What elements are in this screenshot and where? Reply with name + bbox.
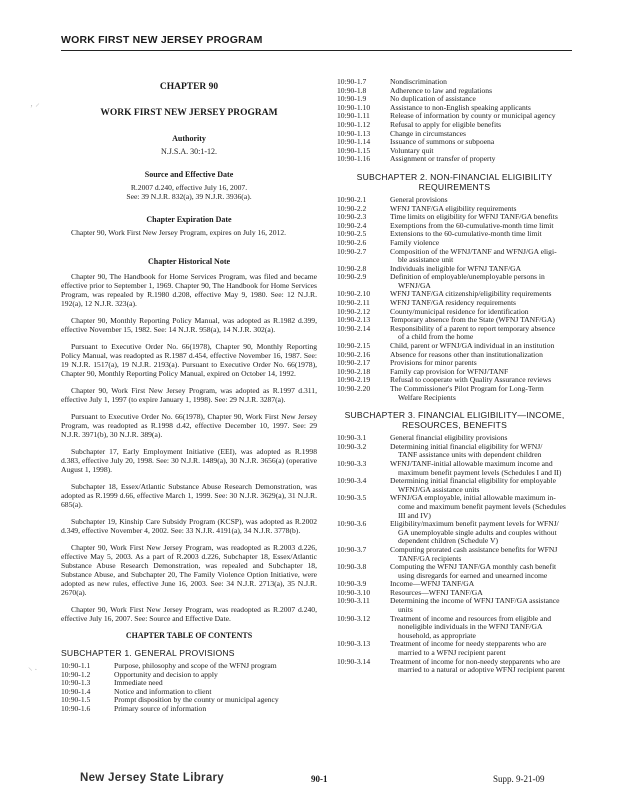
- section-number: 10:90-3.5: [337, 493, 367, 503]
- section-number: 10:90-1.10: [337, 102, 371, 112]
- section-title-continuation: married to a WFNJ recipient parent: [398, 648, 506, 658]
- expiration-text: Chapter 90, Work First New Jersey Program, expires on July 16, 2012.: [71, 228, 287, 237]
- library-watermark: New Jersey State Library: [80, 772, 224, 784]
- section-number: 10:90-3.4: [337, 476, 367, 486]
- section-title-continuation: married to a natural or adoptive WFNJ recipient parent: [398, 665, 565, 675]
- section-number: 10:90-1.2: [61, 669, 91, 679]
- section-title-line: WFNJ TANF/GA residency requirements: [390, 298, 517, 308]
- section-number: 10:90-3.13: [337, 639, 371, 649]
- section-number: 10:90-3.3: [337, 458, 367, 468]
- section-title-line: Nondiscrimination: [390, 77, 447, 86]
- section-title-line: Assistance to non-English speaking applicants: [390, 102, 531, 112]
- section-title: [390, 563, 572, 580]
- history-paragraph: Chapter 90, Work First New Jersey Program, was adopted as R.1997 d.311, effective July 1, 1997 (to expire January 1, 1998). See: 29 N.J.R. 3287(a).: [61, 386, 317, 404]
- section-number: 10:90-1.15: [337, 145, 371, 155]
- section-title: [390, 615, 572, 641]
- section-title-continuation: come and maximum benefit payment levels (Schedules III and IV): [398, 501, 566, 520]
- section-title-line: County/municipal residence for identification: [390, 306, 529, 316]
- section-number: 10:90-2.5: [337, 229, 367, 239]
- history-paragraph: Subchapter 18, Essex/Atlantic Substance Abuse Research Demonstration, was adopted as R.1999 d.66, effective March 1, 1999. See: 30 N.J.R. 3629(a), 31 N.J.R. 685(a).: [61, 482, 317, 509]
- toc-entry: [337, 443, 572, 460]
- history-notes: [61, 272, 317, 623]
- section-title: Prompt disposition by the county or municipal agency: [114, 695, 279, 705]
- supplement-date: Supp. 9-21-09: [493, 774, 545, 784]
- chapter-number: CHAPTER 90: [159, 82, 219, 92]
- section-number: 10:90-1.4: [61, 686, 91, 696]
- section-number: 10:90-1.7: [337, 77, 367, 86]
- toc-entry: [337, 385, 572, 402]
- toc-entry: [337, 155, 572, 164]
- section-title-line: WFNJ TANF/GA eligibility requirements: [390, 203, 517, 213]
- section-title-line: Individuals ineligible for WFNJ TANF/GA: [390, 263, 522, 273]
- history-paragraph: Chapter 90, The Handbook for Home Services Program, was filed and became effective prior to September 1, 1969. Chapter 90, The Handbook for Home Services Program, was repealed by R.1980 d.208, effective May 9, 1980. See: 12 N.J.R. 192(a), 12 N.J.R. 323(a).: [61, 272, 317, 308]
- section-title-continuation: Welfare Recipients: [398, 392, 456, 402]
- section-number: 10:90-1.14: [337, 137, 371, 147]
- running-header: WORK FIRST NEW JERSEY PROGRAM: [61, 34, 263, 46]
- section-title-line: WFNJ/GA employable, initial allowable maximum in-: [390, 493, 556, 503]
- toc-entry: [337, 325, 572, 342]
- history-paragraph: Chapter 90, Work First New Jersey Program, was readopted as R.2003 d.226, effective May 5, 2003. As a part of R.2003 d.226, Subchapter 18, Essex/Atlantic Substance Abuse Research Demonstration, was repealed and Subchapter 18, Substance Abuse, and Subchapter 20, The Family Violence Option Initiative, were adopted as new rules, effective June 16, 2003. See: 34 N.J.R. 2713(a), 35 N.J.R. 2670(a).: [61, 543, 317, 597]
- section-title: [390, 546, 572, 563]
- section-title-line: Treatment of income for non-needy stepparents who are: [390, 656, 561, 666]
- section-title-line: Exemptions from the 60-cumulative-month time limit: [390, 220, 554, 230]
- source-line-1: R.2007 d.240, effective July 16, 2007.: [130, 183, 248, 192]
- section-title-line: Absence for reasons other than institutionalization: [390, 349, 543, 359]
- section-title-line: No duplication of assistance: [390, 94, 476, 104]
- section-title-line: Computing prorated cash assistance benefits for WFNJ: [390, 544, 558, 554]
- subchapter-2-list: [337, 196, 572, 402]
- section-title-line: WFNJ TANF/GA citizenship/eligibility requirements: [390, 289, 552, 299]
- section-title-line: Resources—WFNJ TANF/GA: [390, 587, 483, 597]
- section-title: [390, 155, 572, 164]
- section-title-line: Temporary absence from the State (WFNJ TANF/GA): [390, 315, 555, 325]
- section-number: 10:90-2.8: [337, 263, 367, 273]
- section-title-continuation: WFNJ/GA assistance units: [398, 484, 480, 494]
- section-title-line: Family cap provision for WFNJ/TANF: [390, 366, 509, 376]
- toc-entry: [337, 138, 572, 147]
- section-number: 10:90-1.1: [61, 661, 91, 670]
- section-number: 10:90-1.8: [337, 85, 367, 95]
- section-title-line: General provisions: [390, 194, 448, 204]
- history-paragraph: Pursuant to Executive Order No. 66(1978), Chapter 90, Monthly Reporting Policy Manual, was readopted as R.1987 d.454, effective November 16, 1987. See: 19 N.J.R. 1517(a), 19 N.J.R. 2193(a). Pursuant to Executive Order No. 66(1978), Chapter 90, Monthly Reporting Policy Manual, expired on October 14, 1992.: [61, 342, 317, 378]
- margin-mark: ⸜ .: [28, 662, 38, 672]
- section-title: [390, 443, 572, 460]
- header-rule: [61, 50, 572, 51]
- section-title-line: Refusal to cooperate with Quality Assurance reviews: [390, 375, 552, 385]
- section-title-line: Determining initial financial eligibility for employable: [390, 476, 556, 486]
- subchapter-2-heading: SUBCHAPTER 2. NON-FINANCIAL ELIGIBILITY: [356, 171, 553, 182]
- toc-entry: [61, 671, 317, 680]
- section-number: 10:90-3.14: [337, 656, 371, 666]
- section-title-line: Voluntary quit: [390, 145, 434, 155]
- section-title-line: Family violence: [390, 237, 440, 247]
- section-title-continuation: GA unemployable single adults and couples without dependent children (Schedule V): [398, 527, 557, 546]
- page-number: 90-1: [311, 774, 328, 784]
- toc-entry: [337, 477, 572, 494]
- history-paragraph: Subchapter 19, Kinship Care Subsidy Program (KCSP), was adopted as R.2002 d.349, effective November 4, 2002. See: 33 N.J.R. 4191(a), 34 N.J.R. 3778(b).: [61, 517, 317, 535]
- subchapter-3-list: [337, 434, 572, 675]
- section-number: 10:90-2.6: [337, 237, 367, 247]
- section-title-continuation: TANF/GA recipients: [398, 553, 462, 563]
- section-number: 10:90-2.3: [337, 212, 367, 222]
- section-title: [390, 658, 572, 675]
- section-title-line: Determining initial financial eligibility for WFNJ/: [390, 441, 543, 451]
- section-number: 10:90-2.9: [337, 272, 367, 282]
- section-title-line: General financial eligibility provisions: [390, 433, 508, 443]
- section-title-continuation: using disregards for earned and unearned income: [398, 570, 548, 580]
- section-number: 10:90-2.16: [337, 349, 371, 359]
- section-number: 10:90-1.3: [61, 678, 91, 688]
- section-title-continuation: units: [398, 605, 413, 615]
- section-number: 10:90-2.7: [337, 246, 367, 256]
- section-title-line: Change in circumstances: [390, 128, 466, 138]
- toc-entry: [337, 494, 572, 520]
- section-title-continuation: maximum benefit payment levels (Schedules I and II): [398, 467, 562, 477]
- history-heading: Chapter Historical Note: [147, 257, 231, 266]
- subchapter-1-list: [61, 662, 317, 714]
- right-column: [337, 78, 572, 675]
- section-number: 10:90-1.5: [61, 695, 91, 705]
- section-number: 10:90-3.10: [337, 587, 371, 597]
- subchapter-1-heading: SUBCHAPTER 1. GENERAL PROVISIONS: [61, 648, 235, 658]
- history-paragraph: Chapter 90, Work First New Jersey Program, was readopted as R.2007 d.240, effective July 16, 2007. See: Source and Effective Date.: [61, 605, 317, 623]
- section-title: [390, 385, 572, 402]
- section-title: [390, 273, 572, 290]
- section-title: [390, 597, 572, 614]
- section-number: 10:90-2.13: [337, 315, 371, 325]
- section-number: 10:90-3.9: [337, 579, 367, 589]
- section-title: [390, 520, 572, 546]
- section-number: 10:90-3.12: [337, 613, 371, 623]
- toc-entry: [337, 640, 572, 657]
- section-number: 10:90-2.11: [337, 298, 370, 308]
- section-title-line: WFNJ/TANF-initial allowable maximum income and: [390, 458, 553, 468]
- section-title: Primary source of information: [114, 703, 207, 713]
- section-title: [390, 325, 572, 342]
- toc-entry: [337, 546, 572, 563]
- section-title-line: Responsibility of a parent to report temporary absence: [390, 323, 556, 333]
- section-number: 10:90-1.11: [337, 111, 370, 121]
- margin-mark: ‚ ⸝: [30, 98, 40, 108]
- section-title-line: Adherence to law and regulations: [390, 85, 493, 95]
- toc-entry: [337, 563, 572, 580]
- section-number: 10:90-3.2: [337, 441, 367, 451]
- section-number: 10:90-1.16: [337, 154, 371, 164]
- section-title-continuation: TANF assistance units with dependent children: [398, 450, 542, 460]
- toc-entry: [337, 230, 572, 239]
- subchapter-3-heading-cont: RESOURCES, BENEFITS: [401, 420, 508, 431]
- section-number: 10:90-2.15: [337, 341, 371, 351]
- history-paragraph: Pursuant to Executive Order No. 66(1978), Chapter 90, Work First New Jersey Program, was readopted as R.1998 d.42, effective December 10, 1997. See: 29 N.J.R. 3971(b), 30 N.J.R. 389(a).: [61, 412, 317, 439]
- subchapter-2-heading-cont: REQUIREMENTS: [418, 181, 491, 192]
- section-title-line: Refusal to apply for eligible benefits: [390, 119, 502, 129]
- source-heading: Source and Effective Date: [144, 170, 234, 179]
- chapter-name: WORK FIRST NEW JERSEY PROGRAM: [100, 108, 278, 118]
- section-title: Purpose, philosophy and scope of the WFNJ program: [114, 661, 277, 670]
- section-title: Immediate need: [114, 678, 163, 688]
- section-number: 10:90-2.2: [337, 203, 367, 213]
- section-number: 10:90-3.1: [337, 433, 367, 443]
- toc-entry: [337, 658, 572, 675]
- section-number: 10:90-1.13: [337, 128, 371, 138]
- section-title: [390, 477, 572, 494]
- section-number: 10:90-1.6: [61, 703, 91, 713]
- section-title-line: Definition of employable/unemployable persons in: [390, 272, 545, 282]
- section-title-line: The Commissioner's Pilot Program for Long-Term: [390, 384, 544, 393]
- toc-heading: CHAPTER TABLE OF CONTENTS: [125, 631, 253, 640]
- authority-text: N.J.S.A. 30:1-12.: [160, 147, 217, 156]
- toc-entry: [337, 520, 572, 546]
- section-title-line: Income—WFNJ TANF/GA: [390, 579, 475, 589]
- section-title: [390, 494, 572, 520]
- authority-heading: Authority: [172, 134, 206, 143]
- section-title-line: Composition of the WFNJ/TANF and WFNJ/GA eligi-: [390, 246, 557, 256]
- section-title-line: Child, parent or WFNJ/GA individual in an institution: [390, 341, 555, 351]
- section-number: 10:90-2.17: [337, 358, 371, 368]
- expiration-heading: Chapter Expiration Date: [146, 215, 232, 224]
- section-number: 10:90-1.12: [337, 119, 371, 129]
- toc-entry: [61, 705, 317, 714]
- section-title: [390, 248, 572, 265]
- section-title-line: Provisions for minor parents: [390, 358, 477, 368]
- toc-entry: [337, 273, 572, 290]
- section-title-continuation: noneligible individuals in the WFNJ TANF/GA household, as appropriate: [398, 622, 543, 640]
- section-title-line: Assignment or transfer of property: [390, 154, 496, 164]
- section-title-continuation: WFNJ/GA: [398, 280, 431, 290]
- subchapter-3-heading: SUBCHAPTER 3. FINANCIAL ELIGIBILITY—INCOME,: [344, 410, 565, 421]
- section-title-line: Time limits on eligibility for WFNJ TANF/GA benefits: [390, 212, 558, 222]
- subchapter-1-list-continued: [337, 78, 572, 164]
- section-title-line: Issuance of summons or subpoena: [390, 137, 495, 147]
- section-title: Opportunity and decision to apply: [114, 669, 218, 679]
- section-title-line: Treatment of income and resources from eligible and: [390, 613, 552, 623]
- section-number: 10:90-2.18: [337, 366, 371, 376]
- section-title-continuation: ble assistance unit: [398, 255, 454, 265]
- history-paragraph: Subchapter 17, Early Employment Initiative (EEI), was adopted as R.1998 d.383, effective July 20, 1998. See: 30 N.J.R. 1489(a), 30 N.J.R. 3656(a) (operative August 1, 1998).: [61, 447, 317, 474]
- section-number: 10:90-2.12: [337, 306, 371, 316]
- section-title-line: Release of information by county or municipal agency: [390, 111, 556, 121]
- section-title: Notice and information to client: [114, 686, 212, 696]
- section-number: 10:90-2.19: [337, 375, 371, 385]
- section-title-line: Determining the income of WFNJ TANF/GA assistance: [390, 596, 560, 606]
- section-title-line: Extensions to the 60-cumulative-month time limit: [390, 229, 542, 239]
- section-title-line: Eligibility/maximum benefit payment levels for WFNJ/: [390, 519, 559, 529]
- section-number: 10:90-2.20: [337, 384, 371, 393]
- toc-entry: [337, 597, 572, 614]
- toc-entry: [337, 460, 572, 477]
- section-title: [390, 640, 572, 657]
- section-number: 10:90-1.9: [337, 94, 367, 104]
- section-number: 10:90-2.1: [337, 194, 367, 204]
- history-paragraph: Chapter 90, Monthly Reporting Policy Manual, was adopted as R.1982 d.399, effective November 15, 1982. See: 14 N.J.R. 958(a), 14 N.J.R. 302(a).: [61, 316, 317, 334]
- section-number: 10:90-2.14: [337, 323, 371, 333]
- section-title: [390, 460, 572, 477]
- section-number: 10:90-3.6: [337, 519, 367, 529]
- section-title-line: Computing the WFNJ TANF/GA monthly cash benefit: [390, 562, 557, 572]
- section-title-continuation: of a child from the home: [398, 332, 474, 342]
- toc-entry: [337, 248, 572, 265]
- section-number: 10:90-2.10: [337, 289, 371, 299]
- toc-entry: [337, 615, 572, 641]
- section-number: 10:90-3.8: [337, 562, 367, 572]
- source-line-2: See: 39 N.J.R. 832(a), 39 N.J.R. 3936(a).: [126, 192, 252, 201]
- section-number: 10:90-2.4: [337, 220, 367, 230]
- left-column: [61, 82, 317, 714]
- section-number: 10:90-3.7: [337, 544, 367, 554]
- section-number: 10:90-3.11: [337, 596, 370, 606]
- section-title-line: Treatment of income for needy stepparents who are: [390, 639, 547, 649]
